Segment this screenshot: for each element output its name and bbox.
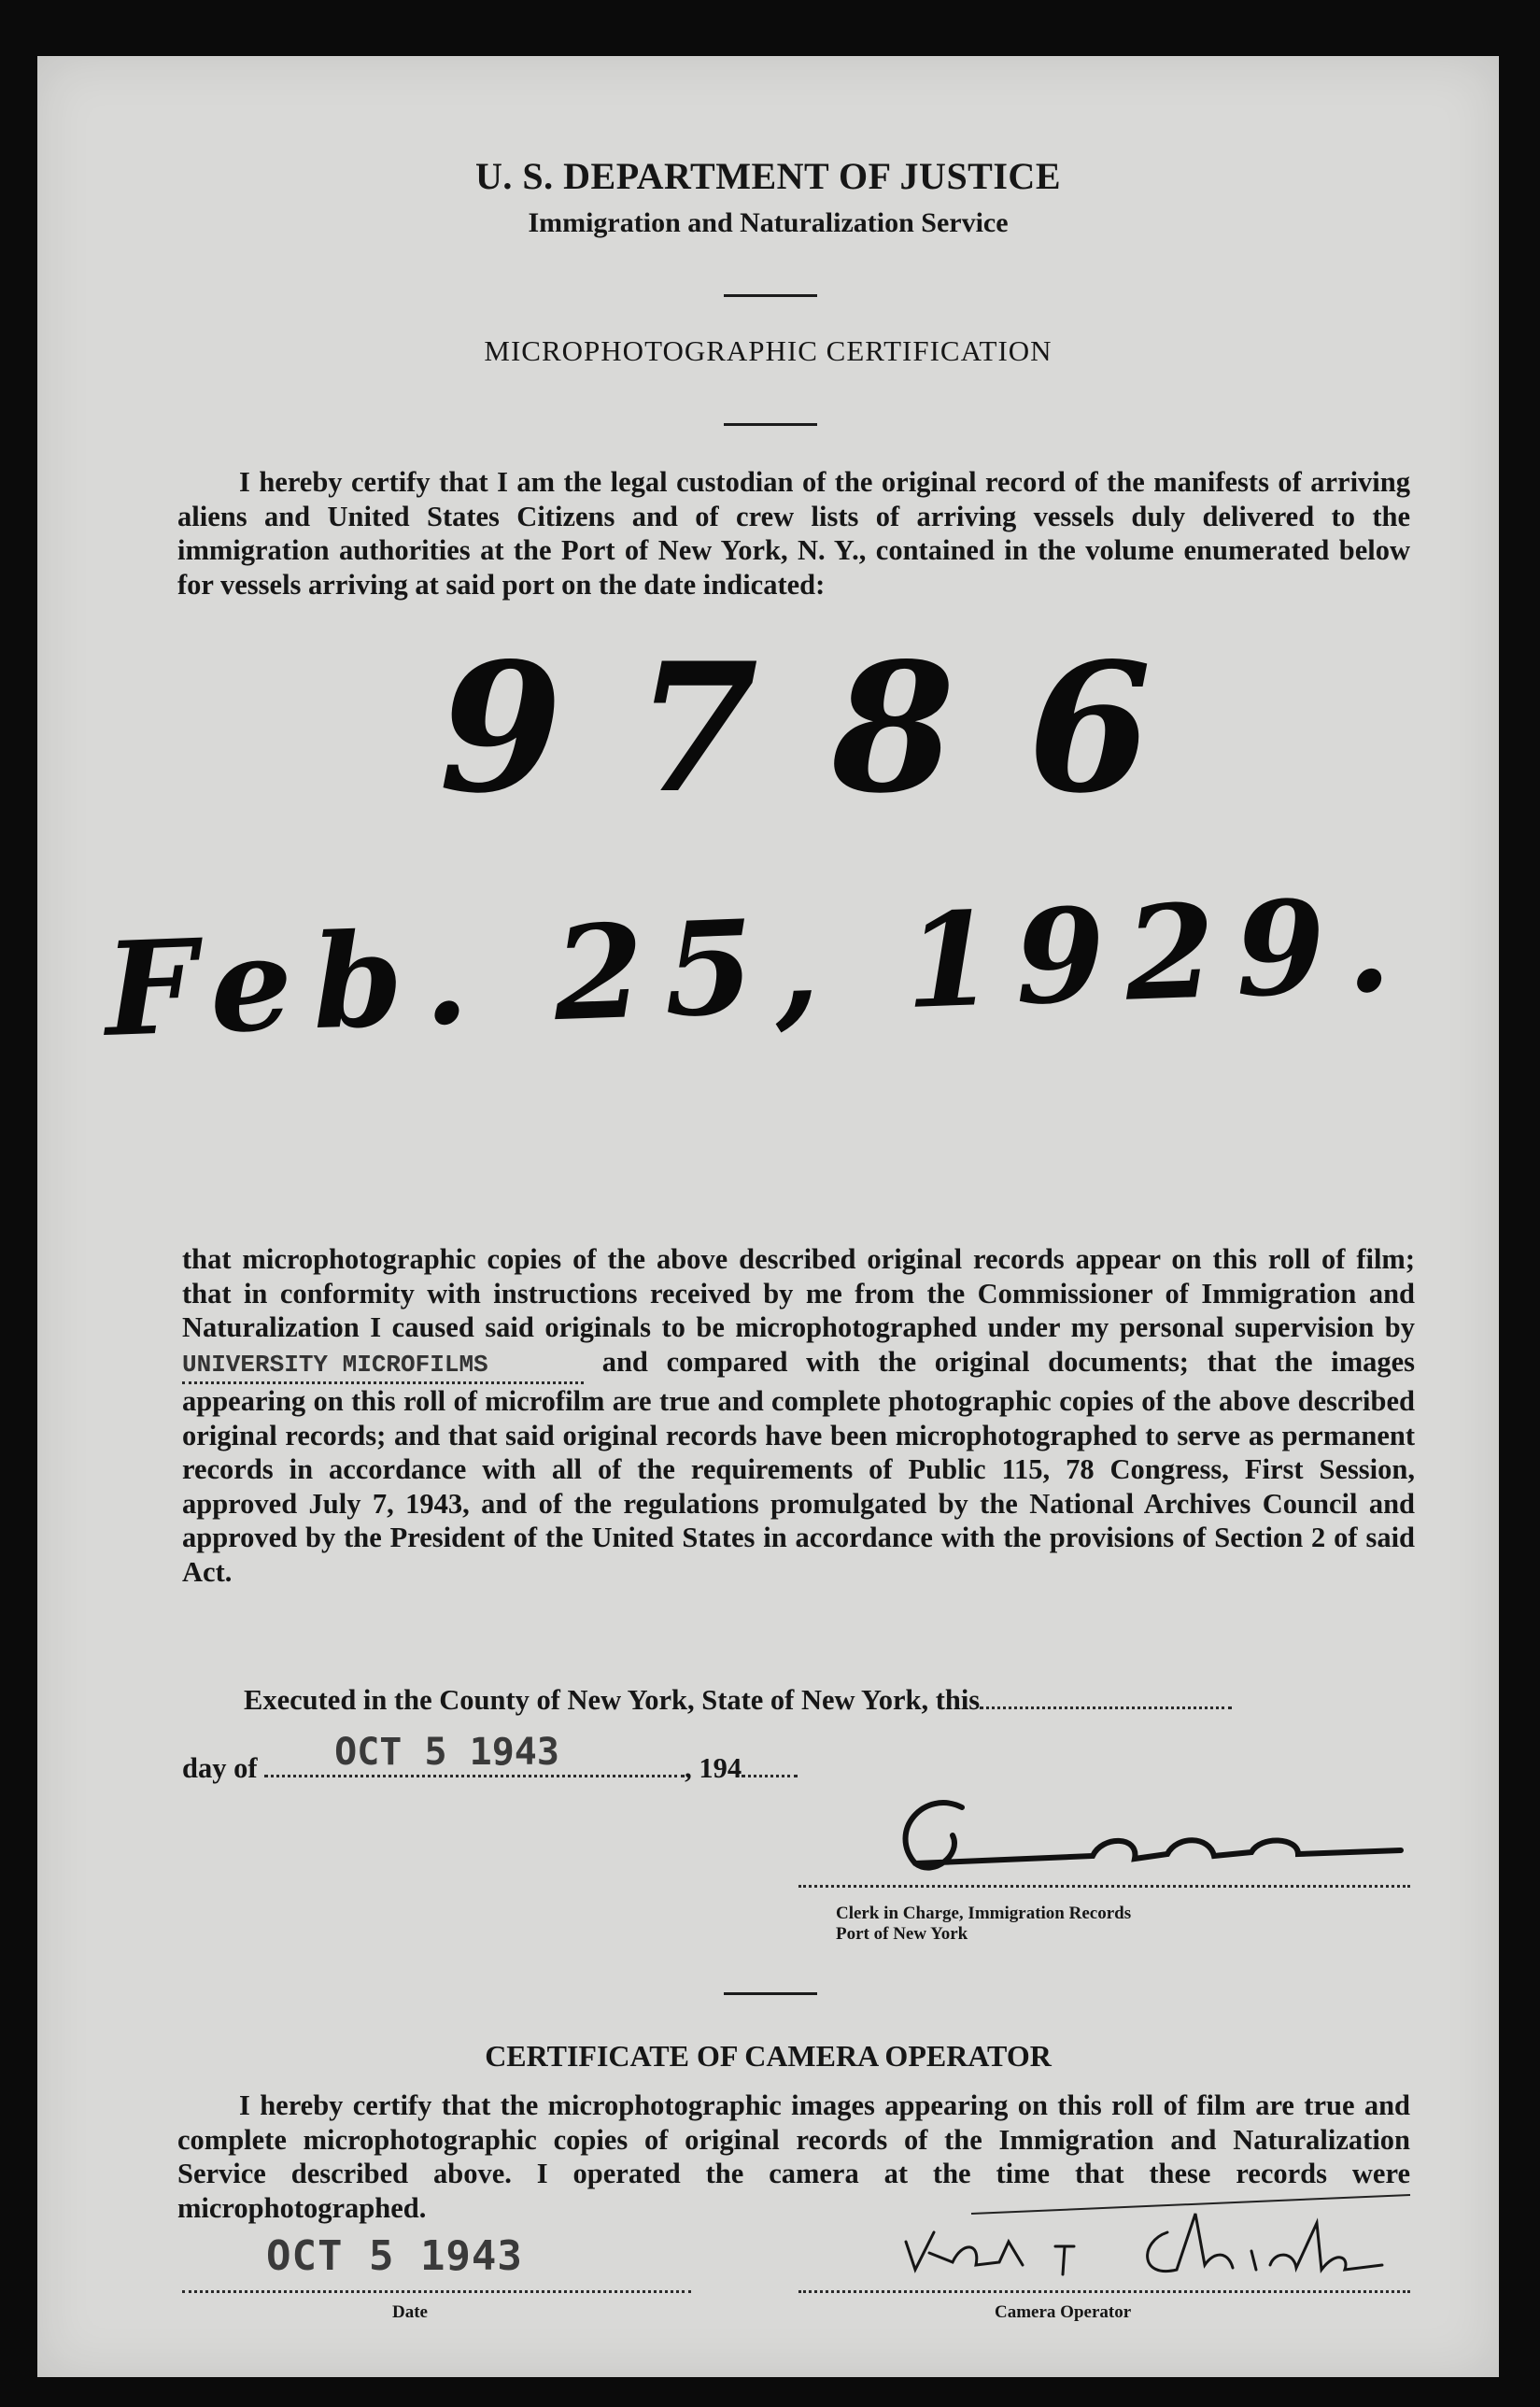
operator-signature-line	[798, 2290, 1410, 2293]
microfilm-paragraph	[182, 1242, 1415, 1589]
year-prefix: , 194	[685, 1752, 742, 1784]
divider	[724, 1992, 817, 1995]
camera-text: I hereby certify that the microphotographic images appearing on this roll of film are true and complete microphotographic copies of original records of the Immigration and Naturalization Service described above. I operated the camera at the time that these records were microphotographed.	[177, 2089, 1410, 2224]
microfilm-text-part1: that microphotographic copies of the above described original records appear on this roll of film; that in conformity with instructions received by me from the Commissioner of Immigration and Naturalization I caused said originals to be microphotographed under my personal supervision by	[182, 1243, 1415, 1343]
clerk-signature-icon	[859, 1779, 1420, 1891]
supervisor-field: UNIVERSITY MICROFILMS	[182, 1348, 584, 1385]
day-of-line	[182, 1731, 836, 1786]
operator-signature	[859, 2176, 1420, 2298]
camera-date-stamp: OCT 5 1943	[266, 2232, 523, 2280]
department-heading: U. S. DEPARTMENT OF JUSTICE	[475, 155, 1061, 197]
handwritten-volume-number: 9786	[439, 624, 1224, 832]
date-label: Date	[392, 2302, 428, 2322]
operator-signature-icon	[859, 2176, 1420, 2298]
camera-operator-label: Camera Operator	[995, 2302, 1132, 2322]
camera-certificate-title: CERTIFICATE OF CAMERA OPERATOR	[485, 2039, 1052, 2073]
executed-date-stamp: OCT 5 1943	[334, 1731, 559, 1774]
clerk-title: Clerk in Charge, Immigration Records	[836, 1904, 1132, 1923]
clerk-signature	[859, 1779, 1420, 1891]
date-line	[182, 2290, 691, 2293]
microfilm-text-part2: and compared with the original documents; that the images appearing on this roll of microfilm are true and complete photographic copies of the above described original records; and that said original records have been microphotographed to serve as permanent records in accordance with all of the requirements of Public 115, 78 Congress, First Session, approved July 7, 1943, and of the regulations promulgated by the National Archives Council and approved by the President of the United States in accordance with the provisions of Section 2 of said Act.	[182, 1345, 1416, 1588]
clerk-signature-line	[798, 1885, 1410, 1888]
divider	[724, 423, 817, 426]
certificate-sheet	[37, 56, 1499, 2377]
handwritten-arrival-date: Feb. 25, 1929.	[102, 868, 1414, 1066]
clerk-title-block	[836, 1904, 1303, 1945]
executed-line	[182, 1683, 1415, 1718]
day-of-field	[264, 1731, 685, 1777]
clerk-port: Port of New York	[836, 1924, 968, 1944]
certification-title: MICROPHOTOGRAPHIC CERTIFICATION	[484, 334, 1053, 367]
day-of-label: day of	[182, 1752, 258, 1784]
divider	[724, 294, 817, 297]
custodian-text: I hereby certify that I am the legal custodian of the original record of the manifests of arriving aliens and United States Citizens and of crew lists of arriving vessels duly delivered to the immigration authorities at the Port of New York, N. Y., contained in the volume enumerated below for vessels arriving at said port on the date indicated:	[177, 466, 1410, 601]
executed-text: Executed in the County of New York, State of New York, this	[244, 1684, 981, 1716]
custodian-paragraph	[177, 465, 1410, 602]
service-subheading: Immigration and Naturalization Service	[528, 207, 1009, 238]
